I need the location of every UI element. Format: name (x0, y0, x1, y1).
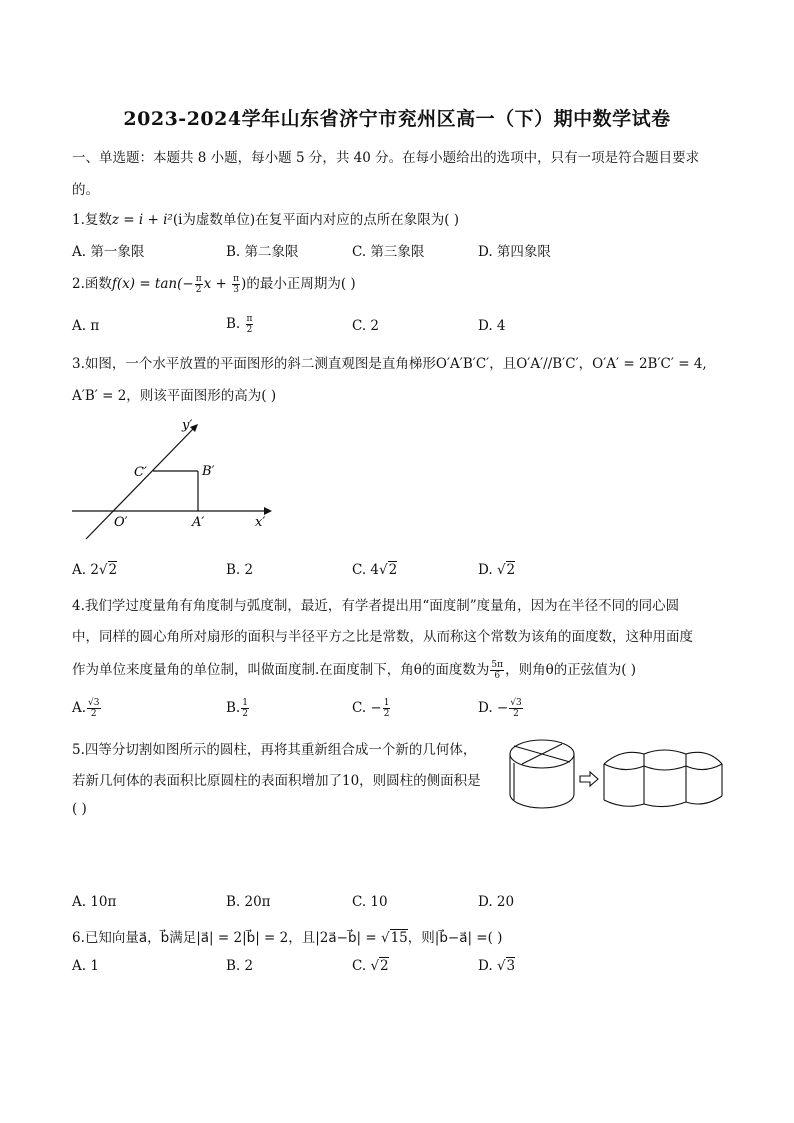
question-6 (72, 926, 502, 946)
question-1 (72, 208, 459, 228)
q4-option-c-num: 1 (383, 698, 390, 708)
label-a: A′ (192, 515, 205, 530)
q6-rad: 15 (390, 930, 408, 946)
q4-option-d-den: 2 (513, 709, 519, 719)
q1-option-c: C. 第三象限 (352, 244, 425, 260)
q3-option-d-prefix: D. (478, 562, 497, 578)
q2-frac-1-den: 2 (195, 285, 202, 295)
q3-option-c-sqrt: √2 (379, 562, 398, 578)
q6-suffix: ，则|b⃗−a⃗| =( ) (407, 930, 503, 946)
q6-sqrt: √15 (380, 930, 408, 946)
q4-line3-num: 5π (491, 660, 504, 670)
section-heading-line1: 一、单选题：本题共 8 小题，每小题 5 分，共 40 分。在每小题给出的选项中，只有一项是符合题目要求 (72, 150, 700, 166)
x-axis-arrow (264, 507, 272, 515)
q1-option-b: B. 第二象限 (226, 244, 299, 260)
q1-prefix: 1.复数 (72, 212, 112, 228)
q4-option-c (352, 698, 391, 719)
label-o: O′ (114, 515, 128, 530)
q6-option-c-prefix: C. (352, 958, 371, 974)
y-axis-line (86, 428, 194, 539)
q4-option-a-prefix: A. (72, 700, 87, 716)
q6-option-d-rad: 3 (506, 958, 516, 974)
question-5-line3: ( ) (72, 801, 87, 817)
q1-option-d: D. 第四象限 (478, 244, 551, 260)
q4-option-c-prefix: C. − (352, 700, 382, 716)
q5-option-c: C. 10 (352, 894, 388, 910)
section-heading-line2: 的。 (72, 182, 99, 198)
q3-option-a-sqrt: √2 (98, 562, 118, 578)
q4-option-a (72, 698, 102, 719)
q3-option-a-rad: 2 (108, 562, 118, 578)
rearranged-solid (604, 750, 722, 807)
q1-formula: z = i + i² (111, 212, 173, 228)
question-5-line2: 若新几何体的表面积比原圆柱的表面积增加了10，则圆柱的侧面积是 (72, 773, 481, 789)
q2-option-b-frac (246, 314, 254, 335)
q4-line3-suffix: ，则角θ的正弦值为( ) (505, 662, 637, 678)
q6-option-c-rad: 2 (380, 958, 389, 974)
question-4-line2: 中，同样的圆心角所对扇形的面积与半径平方之比是常数，从而称这个常数为该角的面度数，这种用面度 (72, 629, 693, 645)
q5-figure (504, 734, 726, 814)
q4-option-a-num: √3 (88, 698, 100, 708)
q3-option-d-rad: 2 (506, 562, 516, 578)
q6-option-d (478, 958, 515, 974)
q4-option-d-frac (509, 698, 522, 719)
q6-option-c-sqrt: √2 (370, 958, 389, 974)
q1-option-a: A. 第一象限 (72, 244, 145, 260)
cylinder-bottom (510, 794, 574, 808)
q3-option-d (478, 562, 515, 578)
question-4-line3 (72, 658, 636, 681)
q4-line3-prefix: 作为单位来度量角的单位制，叫做面度制.在面度制下，角θ的面度数为 (72, 662, 490, 678)
q2-option-c: C. 2 (352, 318, 380, 334)
q3-option-a-prefix: A. 2 (72, 562, 99, 578)
q4-option-b (226, 698, 250, 719)
q4-option-a-frac (87, 698, 100, 719)
q3-option-b: B. 2 (226, 562, 254, 578)
q2-frac-1 (195, 274, 203, 295)
q2-suffix: )的最小正周期为( ) (241, 276, 356, 292)
q2-frac-2-den: 3 (233, 285, 239, 295)
label-y: y′ (182, 418, 193, 433)
question-4-line1: 4.我们学过度量角有角度制与弧度制，最近，有学者提出用“面度制”度量角，因为在半径不同的同心圆 (72, 598, 680, 614)
solid-bottom (604, 796, 722, 807)
q6-option-d-prefix: D. (478, 958, 497, 974)
q2-option-d: D. 4 (478, 318, 506, 334)
q4-line3-den: 6 (494, 671, 501, 681)
q4-option-c-den: 2 (383, 709, 390, 719)
q2-frac-2 (232, 274, 240, 295)
q4-option-b-den: 2 (242, 709, 248, 719)
q1-text: (i为虚数单位)在复平面内对应的点所在象限为( ) (172, 212, 460, 228)
question-3-line1: 3.如图，一个水平放置的平面图形的斜二测直观图是直角梯形O′A′B′C′，且O′A′//B′C′，O′A′ = 2B′C′ = 4, (72, 356, 707, 372)
q2-frac-2-num: π (233, 274, 240, 284)
label-x: x′ (255, 515, 266, 530)
label-c: C′ (134, 465, 147, 480)
q5-option-a: A. 10π (72, 894, 117, 910)
q6-option-c (352, 958, 389, 974)
q6-option-b: B. 2 (226, 958, 254, 974)
question-3-line2: A′B′ = 2，则该平面图形的高为( ) (72, 388, 277, 404)
question-5-line1: 5.四等分切割如图所示的圆柱，再将其重新组合成一个新的几何体， (72, 742, 477, 758)
q5-option-b: B. 20π (226, 894, 271, 910)
q4-option-b-frac (241, 698, 249, 719)
question-2 (72, 272, 356, 295)
label-b: B′ (202, 464, 215, 479)
q4-option-d-num: √3 (510, 698, 522, 708)
arrow-right-icon (580, 772, 598, 786)
page-title: 2023-2024学年山东省济宁市兖州区高一（下）期中数学试卷 (123, 108, 671, 130)
q2-option-b-den: 2 (246, 325, 253, 335)
q4-option-b-prefix: B. (226, 700, 241, 716)
q2-option-b-prefix: B. (226, 316, 241, 332)
q5-option-d: D. 20 (478, 894, 515, 910)
q4-option-c-frac (383, 698, 391, 719)
cylinder-original (510, 740, 574, 808)
q3-option-a (72, 562, 117, 578)
solid-top-outline (604, 750, 722, 764)
q4-line3-frac (490, 660, 504, 681)
q3-option-c (352, 562, 397, 578)
q4-option-d (478, 698, 524, 719)
q3-option-d-sqrt: √2 (496, 562, 516, 578)
q6-option-a: A. 1 (72, 958, 99, 974)
q2-option-a: A. π (72, 318, 100, 334)
q2-prefix: 2.函数 (72, 276, 112, 292)
q2-frac-1-num: π (195, 274, 202, 284)
q6-option-d-sqrt: √3 (496, 958, 516, 974)
q6-prefix: 6.已知向量a⃗，b⃗满足|a⃗| = 2|b⃗| = 2，且|2a⃗−b⃗| = (72, 930, 381, 946)
solid-top-front (604, 764, 722, 770)
q4-option-b-num: 1 (242, 698, 248, 708)
q3-figure (66, 414, 280, 550)
q3-option-c-prefix: C. 4 (352, 562, 380, 578)
q2-func: f(x) = tan(− (111, 276, 194, 292)
q4-option-d-prefix: D. − (478, 700, 509, 716)
q2-option-b-num: π (246, 314, 253, 324)
q2-option-b (226, 314, 254, 335)
q4-option-a-den: 2 (90, 709, 97, 719)
cut-line-2 (522, 744, 562, 764)
q2-mid: x + (203, 276, 232, 292)
q3-option-c-rad: 2 (388, 562, 398, 578)
